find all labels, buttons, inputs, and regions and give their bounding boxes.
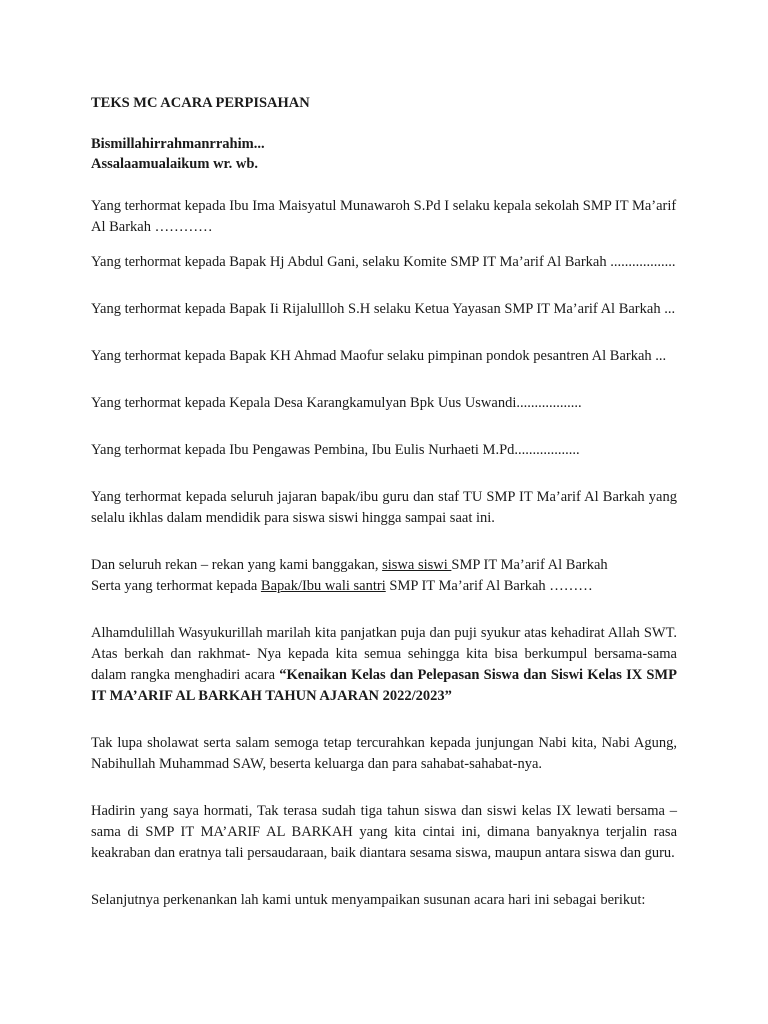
paragraph-committee: Yang terhormat kepada Bapak Hj Abdul Gani, selaku Komite SMP IT Ma’arif Al Barkah .................. — [91, 254, 676, 270]
paragraph-foundation: Yang terhormat kepada Bapak Ii Rijalullloh S.H selaku Ketua Yayasan SMP IT Ma’arif Al Barkah ... — [91, 301, 676, 317]
gratitude-text: Alhamdulillah Wasyukurillah marilah kita panjatkan puja dan puji syukur atas kehadirat Allah SWT. Atas berkah dan rakhmat- Nya kepada kita semua sehingga kita bisa berkumpul bersama-sama dalam rangka menghadiri acara — [91, 625, 677, 683]
parents-line-school: SMP IT Ma’arif Al Barkah ……… — [385, 578, 593, 594]
paragraph-students-parents — [91, 555, 677, 597]
document-title: TEKS MC ACARA PERPISAHAN — [91, 95, 310, 111]
document-body — [91, 94, 677, 911]
event-name: “Kenaikan Kelas dan Pelepasan Siswa dan Siswi Kelas IX SMP IT MA’ARIF AL BARKAH TAHUN AJARAN 2022/2023” — [91, 667, 677, 704]
basmalah-line: Bismillahirrahmanrrahim... — [91, 136, 265, 152]
students-line — [91, 555, 677, 576]
students-line-school: SMP IT Ma’arif Al Barkah — [451, 557, 608, 573]
paragraph-sholawat: Tak lupa sholawat serta salam semoga tetap tercurahkan kepada junjungan Nabi kita, Nabi Agung, Nabihullah Muhammad SAW, beserta keluarga dan para sahabat-sahabat-nya. — [91, 735, 677, 772]
paragraph-gratitude — [91, 623, 677, 707]
parents-line-text: Serta yang terhormat kepada — [91, 578, 261, 594]
students-underlined: siswa siswi — [382, 557, 452, 573]
parents-line — [91, 576, 677, 597]
paragraph-village-head: Yang terhormat kepada Kepala Desa Karangkamulyan Bpk Uus Uswandi.................. — [91, 395, 582, 411]
opening-greeting — [91, 134, 677, 174]
paragraph-agenda-intro: Selanjutnya perkenankan lah kami untuk menyampaikan susunan acara hari ini sebagai berikut: — [91, 892, 646, 908]
parents-underlined: Bapak/Ibu wali santri — [260, 578, 386, 594]
paragraph-farewell: Hadirin yang saya hormati, Tak terasa sudah tiga tahun siswa dan siswi kelas IX lewati bersama – sama di SMP IT MA’ARIF AL BARKAH yang kita cintai ini, dimana banyaknya terjalin rasa keakraban dan eratnya tali persaudaraan, baik diantara sesama siswa, maupun antara siswa dan guru. — [91, 803, 677, 861]
paragraph-pesantren: Yang terhormat kepada Bapak KH Ahmad Maofur selaku pimpinan pondok pesantren Al Barkah ... — [91, 348, 667, 364]
salam-line: Assalaamualaikum wr. wb. — [91, 156, 259, 172]
paragraph-supervisor: Yang terhormat kepada Ibu Pengawas Pembina, Ibu Eulis Nurhaeti M.Pd.................. — [91, 442, 580, 458]
paragraph-teachers: Yang terhormat kepada seluruh jajaran bapak/ibu guru dan staf TU SMP IT Ma’arif Al Barkah yang selalu ikhlas dalam mendidik para siswa siswi hingga sampai saat ini. — [91, 489, 677, 526]
paragraph-headmaster: Yang terhormat kepada Ibu Ima Maisyatul Munawaroh S.Pd I selaku kepala sekolah SMP IT Ma’arif Al Barkah ………… — [91, 198, 677, 235]
students-line-text: Dan seluruh rekan – rekan yang kami banggakan, — [91, 557, 383, 573]
